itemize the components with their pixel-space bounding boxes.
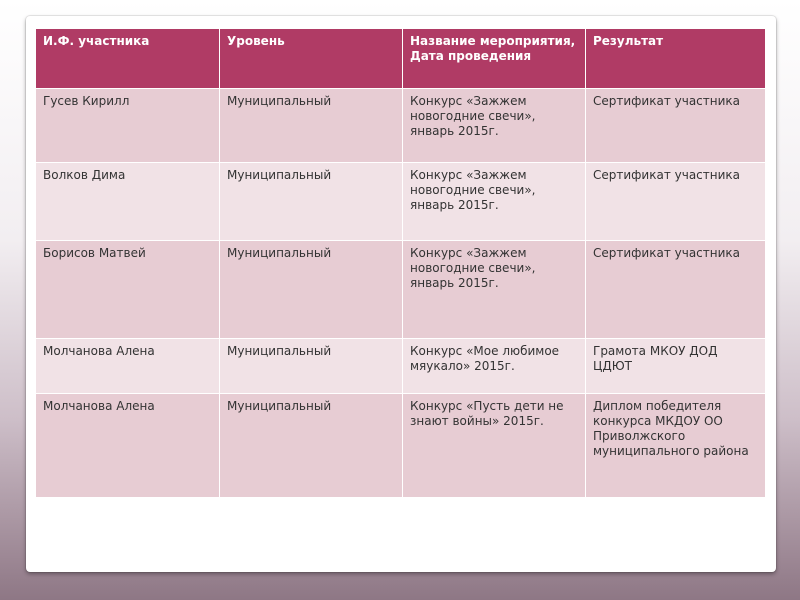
cell-participant: Гусев Кирилл	[36, 89, 220, 163]
cell-level: Муниципальный	[220, 339, 403, 394]
cell-level: Муниципальный	[220, 163, 403, 241]
table-row	[36, 394, 766, 498]
header-result: Результат	[586, 29, 766, 89]
cell-event: Конкурс «Зажжем новогодние свечи», январь 2015г.	[403, 241, 586, 339]
cell-level: Муниципальный	[220, 241, 403, 339]
table-row	[36, 89, 766, 163]
cell-participant: Молчанова Алена	[36, 394, 220, 498]
header-event: Название мероприятия, Дата проведения	[403, 29, 586, 89]
header-participant: И.Ф. участника	[36, 29, 220, 89]
table-row	[36, 339, 766, 394]
cell-result: Сертификат участника	[586, 241, 766, 339]
cell-level: Муниципальный	[220, 89, 403, 163]
cell-participant: Молчанова Алена	[36, 339, 220, 394]
participants-table	[35, 28, 766, 498]
header-level: Уровень	[220, 29, 403, 89]
participants-table-container	[35, 28, 765, 498]
cell-event: Конкурс «Зажжем новогодние свечи», январь 2015г.	[403, 163, 586, 241]
cell-event: Конкурс «Пусть дети не знают войны» 2015г.	[403, 394, 586, 498]
cell-level: Муниципальный	[220, 394, 403, 498]
cell-participant: Волков Дима	[36, 163, 220, 241]
cell-result: Грамота МКОУ ДОД ЦДЮТ	[586, 339, 766, 394]
cell-participant: Борисов Матвей	[36, 241, 220, 339]
table-row	[36, 241, 766, 339]
table-header-row	[36, 29, 766, 89]
cell-result: Сертификат участника	[586, 163, 766, 241]
cell-result: Сертификат участника	[586, 89, 766, 163]
cell-event: Конкурс «Мое любимое мяукало» 2015г.	[403, 339, 586, 394]
cell-result: Диплом победителя конкурса МКДОУ ОО Приволжского муниципального района	[586, 394, 766, 498]
cell-event: Конкурс «Зажжем новогодние свечи», январь 2015г.	[403, 89, 586, 163]
table-row	[36, 163, 766, 241]
